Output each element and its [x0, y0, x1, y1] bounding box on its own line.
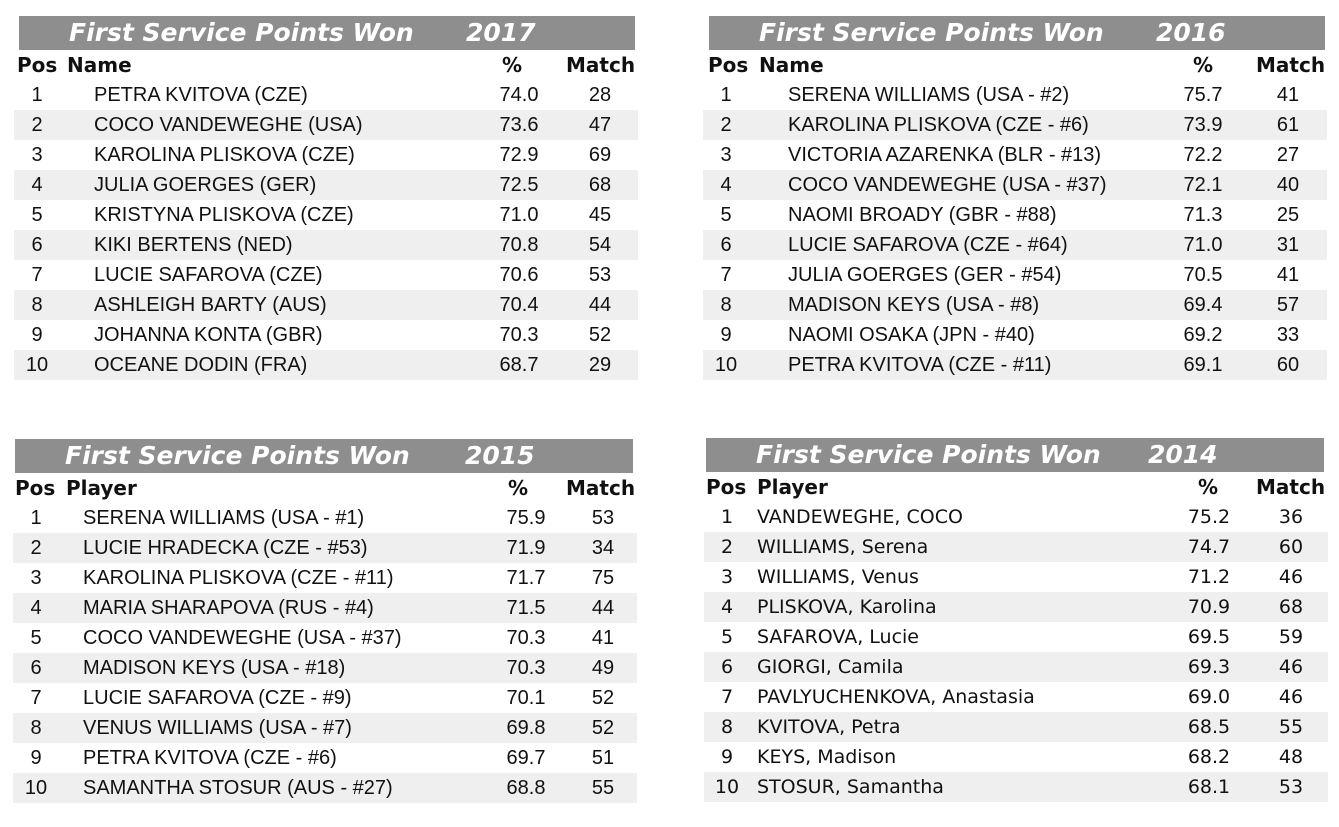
table-banner [709, 16, 1325, 50]
cell-player: LUCIE SAFAROVA (CZE - #64) [788, 234, 1068, 256]
cell-player: MADISON KEYS (USA - #18) [83, 657, 346, 679]
cell-percent: 71.2 [1187, 566, 1231, 588]
cell-player: STOSUR, Samantha [757, 776, 944, 798]
cell-match: 68 [1278, 596, 1304, 618]
table-row [14, 140, 638, 170]
cell-player: WILLIAMS, Serena [757, 536, 929, 558]
cell-match: 44 [591, 597, 615, 619]
cell-percent: 69.4 [1183, 294, 1223, 316]
cell-pos: 8 [720, 294, 732, 316]
header-name: Name [759, 53, 824, 77]
table-row [13, 533, 637, 563]
cell-match: 69 [588, 144, 612, 166]
cell-match: 41 [1276, 264, 1300, 286]
cell-percent: 69.7 [506, 747, 546, 769]
cell-player: PETRA KVITOVA (CZE - #6) [83, 747, 337, 769]
table-row [703, 80, 1327, 110]
table-row [703, 290, 1327, 320]
header-match: Match [566, 53, 636, 77]
cell-pos: 3 [30, 567, 42, 589]
cell-percent: 72.9 [499, 144, 539, 166]
cell-percent: 71.3 [1183, 204, 1223, 226]
header-percent: % [1193, 53, 1214, 77]
header-player: Player [757, 475, 828, 499]
cell-percent: 74.7 [1187, 536, 1231, 558]
table-2017 [14, 16, 638, 380]
cell-player: COCO VANDEWEGHE (USA - #37) [788, 174, 1107, 196]
table-title: First Service Points Won [65, 441, 410, 470]
cell-player: LUCIE HRADECKA (CZE - #53) [83, 537, 368, 559]
table-row [13, 563, 637, 593]
cell-match: 29 [588, 354, 612, 376]
header-pos: Pos [706, 475, 747, 499]
table-row [704, 532, 1328, 562]
cell-player: NAOMI OSAKA (JPN - #40) [788, 324, 1035, 346]
cell-percent: 69.2 [1183, 324, 1223, 346]
cell-pos: 4 [30, 597, 42, 619]
cell-pos: 9 [30, 747, 42, 769]
table-row [14, 320, 638, 350]
cell-player: KEYS, Madison [757, 746, 897, 768]
cell-percent: 73.6 [499, 114, 539, 136]
cell-match: 45 [588, 204, 612, 226]
cell-match: 28 [588, 84, 612, 106]
table-row [13, 743, 637, 773]
cell-player: COCO VANDEWEGHE (USA - #37) [83, 627, 402, 649]
table-row [13, 653, 637, 683]
table-banner [15, 439, 633, 473]
table-row [14, 230, 638, 260]
cell-player: PAVLYUCHENKOVA, Anastasia [757, 686, 1035, 708]
cell-pos: 8 [30, 717, 42, 739]
cell-match: 52 [591, 687, 615, 709]
cell-player: VENUS WILLIAMS (USA - #7) [83, 717, 352, 739]
cell-pos: 2 [31, 114, 43, 136]
table-row [14, 290, 638, 320]
cell-match: 46 [1278, 656, 1304, 678]
cell-player: PETRA KVITOVA (CZE) [94, 84, 308, 106]
cell-player: LUCIE SAFAROVA (CZE - #9) [83, 687, 352, 709]
table-2015 [13, 439, 637, 803]
table-row [704, 562, 1328, 592]
cell-player: PLISKOVA, Karolina [757, 596, 937, 618]
cell-pos: 3 [31, 144, 43, 166]
cell-pos: 8 [31, 294, 43, 316]
cell-percent: 69.3 [1187, 656, 1231, 678]
cell-match: 51 [591, 747, 615, 769]
cell-pos: 10 [714, 354, 738, 376]
cell-percent: 70.3 [499, 324, 539, 346]
cell-pos: 3 [720, 144, 732, 166]
cell-pos: 10 [714, 776, 740, 798]
cell-percent: 69.5 [1187, 626, 1231, 648]
table-row [704, 502, 1328, 532]
cell-match: 75 [591, 567, 615, 589]
cell-pos: 2 [720, 536, 734, 558]
table-year: 2014 [1148, 440, 1218, 469]
table-title: First Service Points Won [759, 18, 1104, 47]
cell-percent: 70.3 [506, 657, 546, 679]
cell-pos: 6 [30, 657, 42, 679]
cell-player: WILLIAMS, Venus [757, 566, 919, 588]
table-row [704, 772, 1328, 802]
cell-player: OCEANE DODIN (FRA) [94, 354, 308, 376]
table-row [13, 593, 637, 623]
cell-player: JOHANNA KONTA (GBR) [94, 324, 323, 346]
cell-percent: 70.5 [1183, 264, 1223, 286]
cell-percent: 69.1 [1183, 354, 1223, 376]
cell-match: 47 [588, 114, 612, 136]
cell-percent: 68.5 [1187, 716, 1231, 738]
header-match: Match [1256, 475, 1326, 499]
table-row [13, 623, 637, 653]
cell-percent: 72.5 [499, 174, 539, 196]
cell-match: 60 [1276, 354, 1300, 376]
cell-pos: 5 [30, 627, 42, 649]
cell-player: PETRA KVITOVA (CZE - #11) [788, 354, 1052, 376]
cell-percent: 71.0 [499, 204, 539, 226]
cell-pos: 9 [31, 324, 43, 346]
cell-match: 53 [588, 264, 612, 286]
cell-match: 60 [1278, 536, 1304, 558]
cell-match: 54 [588, 234, 612, 256]
cell-match: 36 [1278, 506, 1304, 528]
table-year: 2016 [1156, 18, 1226, 47]
table-body [704, 502, 1328, 802]
cell-match: 55 [1278, 716, 1304, 738]
cell-percent: 71.9 [506, 537, 546, 559]
cell-match: 40 [1276, 174, 1300, 196]
table-row [13, 683, 637, 713]
cell-match: 55 [591, 777, 615, 799]
cell-player: KVITOVA, Petra [757, 716, 901, 738]
cell-match: 25 [1276, 204, 1300, 226]
cell-percent: 70.9 [1187, 596, 1231, 618]
cell-match: 68 [588, 174, 612, 196]
table-header [704, 472, 1328, 502]
table-row [14, 170, 638, 200]
cell-percent: 72.1 [1183, 174, 1223, 196]
cell-percent: 74.0 [499, 84, 539, 106]
table-row [14, 80, 638, 110]
cell-player: KRISTYNA PLISKOVA (CZE) [94, 204, 354, 226]
cell-match: 48 [1278, 746, 1304, 768]
cell-percent: 75.7 [1183, 84, 1223, 106]
cell-percent: 68.7 [499, 354, 539, 376]
cell-pos: 6 [31, 234, 43, 256]
cell-match: 53 [1278, 776, 1304, 798]
cell-player: JULIA GOERGES (GER - #54) [788, 264, 1062, 286]
table-row [14, 200, 638, 230]
cell-match: 57 [1276, 294, 1300, 316]
cell-pos: 4 [720, 174, 732, 196]
cell-player: ASHLEIGH BARTY (AUS) [94, 294, 327, 316]
cell-percent: 71.7 [506, 567, 546, 589]
cell-player: LUCIE SAFAROVA (CZE) [94, 264, 323, 286]
cell-player: GIORGI, Camila [757, 656, 904, 678]
cell-player: SAMANTHA STOSUR (AUS - #27) [83, 777, 393, 799]
table-row [13, 503, 637, 533]
cell-pos: 2 [30, 537, 42, 559]
table-row [704, 652, 1328, 682]
table-row [14, 110, 638, 140]
table-year: 2017 [466, 18, 536, 47]
cell-pos: 7 [31, 264, 43, 286]
cell-pos: 10 [25, 354, 49, 376]
cell-percent: 70.4 [499, 294, 539, 316]
header-percent: % [1198, 475, 1219, 499]
cell-percent: 69.0 [1187, 686, 1231, 708]
table-title: First Service Points Won [69, 18, 414, 47]
cell-player: SERENA WILLIAMS (USA - #1) [83, 507, 365, 529]
cell-percent: 71.0 [1183, 234, 1223, 256]
table-row [703, 260, 1327, 290]
table-row [703, 350, 1327, 380]
cell-pos: 1 [31, 84, 43, 106]
table-title: First Service Points Won [756, 440, 1101, 469]
cell-percent: 72.2 [1183, 144, 1223, 166]
table-row [703, 140, 1327, 170]
table-row [703, 230, 1327, 260]
cell-player: JULIA GOERGES (GER) [94, 174, 317, 196]
table-row [14, 350, 638, 380]
header-player: Player [66, 476, 137, 500]
cell-player: VICTORIA AZARENKA (BLR - #13) [788, 144, 1102, 166]
table-row [704, 622, 1328, 652]
cell-percent: 75.9 [506, 507, 546, 529]
table-year: 2015 [465, 441, 535, 470]
cell-pos: 7 [30, 687, 42, 709]
cell-percent: 68.2 [1187, 746, 1231, 768]
cell-pos: 1 [720, 84, 732, 106]
cell-player: KAROLINA PLISKOVA (CZE) [94, 144, 355, 166]
cell-player: SERENA WILLIAMS (USA - #2) [788, 84, 1070, 106]
cell-match: 31 [1276, 234, 1300, 256]
header-percent: % [502, 53, 523, 77]
cell-percent: 75.2 [1187, 506, 1231, 528]
cell-match: 41 [1276, 84, 1300, 106]
table-banner [19, 16, 635, 50]
table-row [704, 712, 1328, 742]
table-row [703, 320, 1327, 350]
cell-match: 46 [1278, 686, 1304, 708]
cell-pos: 1 [30, 507, 42, 529]
table-body [703, 80, 1327, 380]
table-header [703, 50, 1327, 80]
header-match: Match [566, 476, 636, 500]
table-row [704, 682, 1328, 712]
table-row [703, 110, 1327, 140]
cell-pos: 6 [720, 234, 732, 256]
table-row [703, 170, 1327, 200]
cell-pos: 7 [720, 264, 732, 286]
cell-pos: 5 [720, 204, 732, 226]
cell-percent: 68.1 [1187, 776, 1231, 798]
cell-match: 33 [1276, 324, 1300, 346]
cell-percent: 69.8 [506, 717, 546, 739]
cell-match: 41 [591, 627, 615, 649]
cell-percent: 70.3 [506, 627, 546, 649]
table-body [14, 80, 638, 380]
header-name: Name [67, 53, 132, 77]
cell-pos: 10 [24, 777, 48, 799]
cell-player: MADISON KEYS (USA - #8) [788, 294, 1040, 316]
cell-player: SAFAROVA, Lucie [757, 626, 919, 648]
table-2016 [703, 16, 1327, 380]
table-row [704, 742, 1328, 772]
cell-pos: 1 [720, 506, 734, 528]
cell-match: 61 [1276, 114, 1300, 136]
cell-pos: 4 [720, 596, 734, 618]
table-row [14, 260, 638, 290]
cell-match: 49 [591, 657, 615, 679]
cell-player: COCO VANDEWEGHE (USA) [94, 114, 363, 136]
header-pos: Pos [708, 53, 749, 77]
cell-percent: 68.8 [506, 777, 546, 799]
cell-player: KIKI BERTENS (NED) [94, 234, 293, 256]
cell-match: 27 [1276, 144, 1300, 166]
header-percent: % [508, 476, 529, 500]
cell-pos: 4 [31, 174, 43, 196]
cell-match: 52 [588, 324, 612, 346]
cell-match: 59 [1278, 626, 1304, 648]
cell-percent: 70.6 [499, 264, 539, 286]
header-pos: Pos [15, 476, 56, 500]
cell-player: VANDEWEGHE, COCO [757, 506, 963, 528]
cell-pos: 3 [720, 566, 734, 588]
table-body [13, 503, 637, 803]
table-row [703, 200, 1327, 230]
table-row [13, 773, 637, 803]
table-banner [706, 438, 1324, 472]
cell-pos: 8 [720, 716, 734, 738]
table-row [704, 592, 1328, 622]
cell-match: 34 [591, 537, 615, 559]
cell-pos: 6 [720, 656, 734, 678]
cell-percent: 70.8 [499, 234, 539, 256]
cell-match: 46 [1278, 566, 1304, 588]
table-row [13, 713, 637, 743]
cell-player: KAROLINA PLISKOVA (CZE - #11) [83, 567, 394, 589]
table-header [13, 473, 637, 503]
table-header [14, 50, 638, 80]
cell-match: 53 [591, 507, 615, 529]
cell-pos: 5 [31, 204, 43, 226]
cell-pos: 5 [720, 626, 734, 648]
cell-player: NAOMI BROADY (GBR - #88) [788, 204, 1057, 226]
cell-match: 52 [591, 717, 615, 739]
header-pos: Pos [17, 53, 58, 77]
cell-percent: 70.1 [506, 687, 546, 709]
cell-player: KAROLINA PLISKOVA (CZE - #6) [788, 114, 1089, 136]
cell-pos: 9 [720, 746, 734, 768]
table-2014 [704, 438, 1328, 802]
cell-pos: 2 [720, 114, 732, 136]
header-match: Match [1256, 53, 1326, 77]
cell-percent: 71.5 [506, 597, 546, 619]
cell-pos: 9 [720, 324, 732, 346]
cell-player: MARIA SHARAPOVA (RUS - #4) [83, 597, 374, 619]
cell-percent: 73.9 [1183, 114, 1223, 136]
cell-pos: 7 [720, 686, 734, 708]
cell-match: 44 [588, 294, 612, 316]
